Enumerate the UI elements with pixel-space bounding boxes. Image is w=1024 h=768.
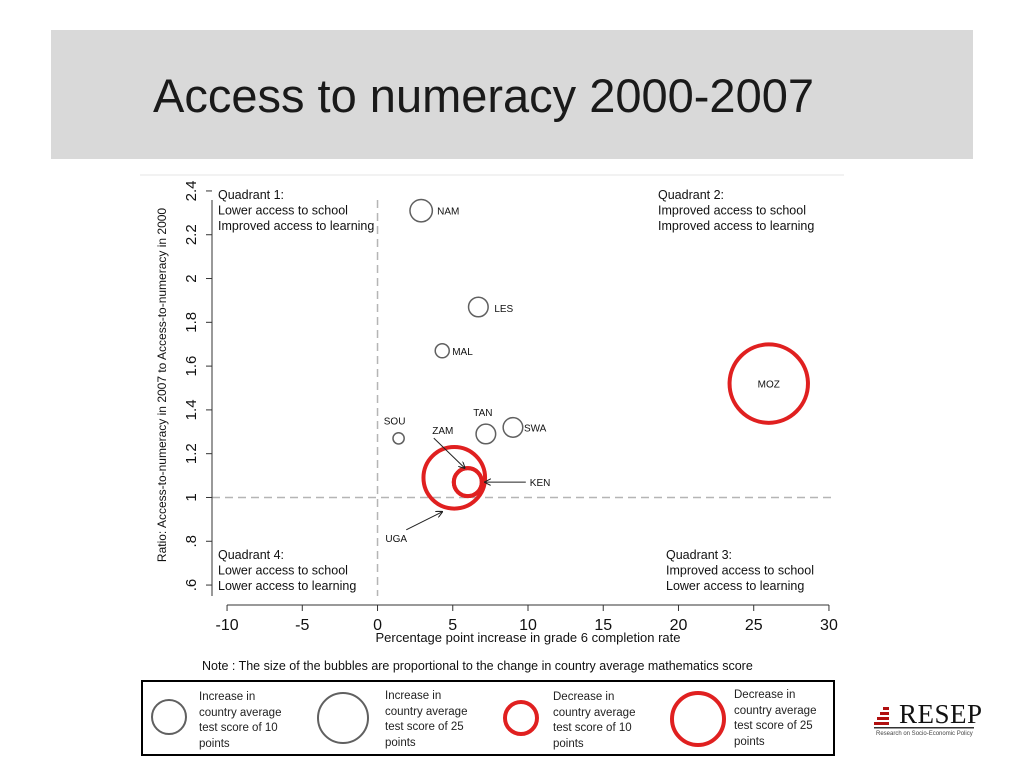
y-tick-label: 1.2: [183, 443, 200, 465]
bubble-mal: [435, 344, 449, 358]
x-tick-label: 25: [744, 617, 763, 634]
logo-subtitle: Research on Socio-Economic Policy: [876, 731, 973, 737]
y-tick-label: 1: [183, 493, 200, 502]
x-tick-label: 0: [373, 617, 382, 634]
bubble-label-ken: KEN: [529, 478, 551, 490]
bubble-les: [469, 297, 489, 317]
bubble-sou: [393, 433, 404, 444]
quadrant-title-top-left: Quadrant 1:: [218, 188, 285, 202]
legend-swatch-increase-small: [151, 699, 187, 735]
page-title: Access to numeracy 2000-2007: [153, 69, 814, 122]
logo-wordmark: RESEP: [899, 699, 983, 729]
y-tick-label: .8: [183, 535, 200, 548]
bubble-label-les: LES: [494, 303, 514, 315]
y-tick-label: 2.4: [183, 180, 200, 202]
arrow-uga: [406, 512, 442, 530]
y-tick-label: 1.8: [183, 311, 200, 333]
chart-note: Note : The size of the bubbles are proportional to the change in country average mathematics score: [202, 659, 753, 673]
x-tick-label: 15: [594, 617, 613, 634]
x-axis-title: Percentage point increase in grade 6 completion rate: [375, 630, 681, 645]
legend-text-increase-large: Increase in country average test score of 25 points: [385, 690, 468, 749]
quadrant-line2-bottom-left: Lower access to learning: [218, 579, 357, 593]
legend-swatch-increase-large: [317, 692, 369, 744]
quadrant-line1-top-right: Improved access to school: [658, 203, 806, 218]
quadrant-line2-top-left: Improved access to learning: [218, 219, 375, 233]
bubble-tan: [476, 424, 496, 444]
x-tick-label: 10: [519, 617, 537, 634]
legend-text-decrease-small: Decrease in country average test score of 10 points: [553, 691, 636, 750]
bubble-label-moz: MOZ: [757, 379, 780, 391]
quadrant-line1-bottom-left: Lower access to school: [218, 563, 348, 578]
y-tick-label: 1.6: [183, 355, 200, 377]
quadrant-line1-bottom-right: Improved access to school: [666, 563, 814, 578]
bubble-label-sou: SOU: [383, 416, 406, 428]
legend-swatch-decrease-small: [503, 700, 539, 736]
bubble-label-swa: SWA: [523, 423, 547, 435]
quadrant-line1-top-left: Lower access to school: [218, 203, 348, 218]
legend-text-increase-small: Increase in country average test score of 10 points: [199, 691, 282, 750]
legend-text-decrease-large: Decrease in country average test score of 25 points: [734, 689, 817, 748]
chart-canvas: [140, 172, 846, 680]
x-tick-label: -10: [215, 617, 239, 634]
quadrant-line2-top-right: Improved access to learning: [658, 219, 815, 233]
bubble-label-tan: TAN: [473, 407, 493, 419]
bubble-swa: [503, 418, 523, 438]
y-tick-label: 2.2: [183, 224, 200, 246]
bubble-label-mal: MAL: [452, 346, 473, 358]
y-axis-title: Ratio: Access-to-numeracy in 2007 to Access-to-numeracy in 2000: [155, 207, 169, 563]
x-tick-label: -5: [295, 617, 310, 634]
quadrant-title-bottom-right: Quadrant 3:: [666, 548, 733, 562]
y-tick-label: 1.4: [183, 399, 200, 421]
bubble-label-nam: NAM: [437, 206, 460, 218]
size-legend: [141, 680, 835, 756]
quadrant-title-bottom-left: Quadrant 4:: [218, 548, 285, 562]
bubble-ken: [454, 468, 482, 496]
legend-swatch-decrease-large: [670, 691, 726, 747]
x-tick-label: 5: [448, 617, 458, 634]
quadrant-line2-bottom-right: Lower access to learning: [666, 579, 805, 593]
bubble-label-zam: ZAM: [432, 426, 454, 438]
y-tick-label: 2: [183, 274, 200, 283]
quadrant-title-top-right: Quadrant 2:: [658, 188, 725, 202]
bubble-label-uga: UGA: [385, 533, 408, 545]
x-tick-label: 20: [669, 617, 688, 634]
bubble-nam: [410, 199, 432, 221]
bubble-chart: [140, 172, 846, 680]
y-tick-label: .6: [183, 578, 200, 592]
x-tick-label: 30: [820, 617, 838, 634]
